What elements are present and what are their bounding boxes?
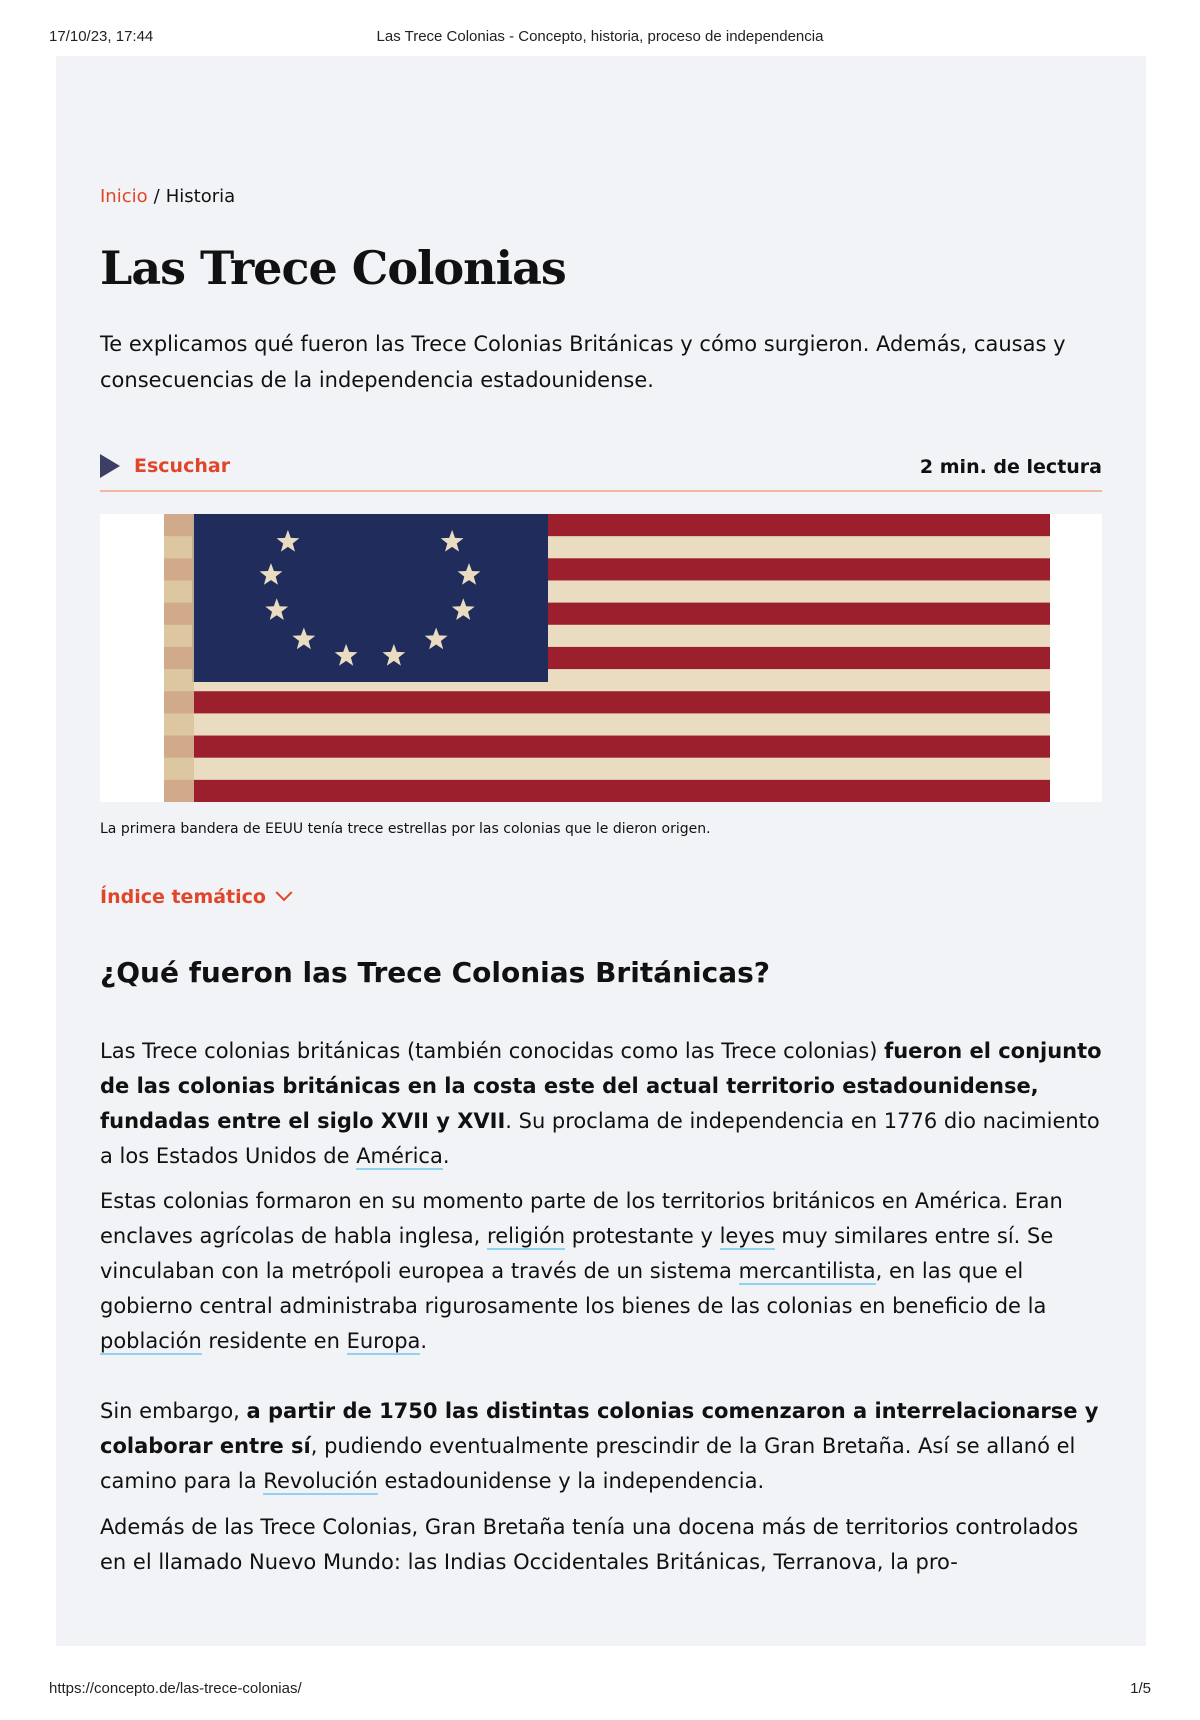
p2-text-6: . — [420, 1329, 428, 1353]
hero-image — [100, 514, 1102, 802]
p1-text-2: . Su proclama de independencia en 1776 dio nacimiento a los Estados Unidos de — [100, 1109, 1100, 1168]
paragraph-3 — [100, 1394, 1102, 1499]
flag-stripe — [164, 780, 1050, 802]
link-revolucion[interactable]: Revolución — [263, 1469, 378, 1493]
link-leyes[interactable]: leyes — [719, 1224, 775, 1248]
page-title: Las Trece Colonias — [100, 241, 566, 295]
paragraph-4 — [100, 1510, 1102, 1580]
link-europa[interactable]: Europa — [346, 1329, 421, 1353]
print-url: https://concepto.de/las-trece-colonias/ — [49, 1680, 302, 1697]
toc-toggle[interactable] — [100, 886, 290, 908]
listen-label: Escuchar — [134, 455, 231, 477]
breadcrumb-separator: / — [153, 186, 160, 207]
betsy-ross-flag — [164, 514, 1050, 802]
paragraph-1 — [100, 1034, 1102, 1174]
flag-hoist-edge — [164, 514, 194, 802]
breadcrumb-home-link[interactable]: Inicio — [100, 186, 148, 207]
p3-text-3: estadounidense y la independencia. — [377, 1469, 765, 1493]
link-religion[interactable]: religión — [487, 1224, 566, 1248]
link-poblacion[interactable]: población — [100, 1329, 202, 1353]
p2-text-2: protestante y — [565, 1224, 720, 1248]
article-lede: Te explicamos qué fueron las Trece Colonias Británicas y cómo surgieron. Además, causas y consecuencias de la independencia estadounidense. — [100, 332, 1066, 392]
flag-image — [164, 514, 1050, 802]
p2-text-5: residente en — [201, 1329, 347, 1353]
print-page-title: Las Trece Colonias - Concepto, historia, proceso de independencia — [376, 28, 824, 45]
p2-text-4: , en las que el gobierno central administraba rigurosamente los bienes de las colonias en beneficio de la — [100, 1259, 1047, 1318]
section-heading: ¿Qué fueron las Trece Colonias Británicas? — [100, 956, 771, 989]
listen-bar — [100, 454, 1102, 492]
flag-stripe — [164, 691, 1050, 714]
link-mercantilista[interactable]: mercantilista — [738, 1259, 876, 1283]
print-footer — [0, 1680, 1200, 1720]
breadcrumb-current[interactable]: Historia — [165, 186, 236, 207]
p3-text-2: , pudiendo eventualmente prescindir de la Gran Bretaña. Así se allanó el camino para la — [100, 1434, 1076, 1493]
flag-stripe — [164, 736, 1050, 759]
hero-caption: La primera bandera de EEUU tenía trece estrellas por las colonias que le dieron origen. — [100, 821, 711, 837]
link-america[interactable]: América — [356, 1144, 443, 1168]
page-card — [56, 56, 1146, 1646]
play-icon — [100, 454, 120, 478]
paragraph-2 — [100, 1184, 1102, 1359]
breadcrumb — [100, 186, 235, 207]
p3-bold-1: a partir de 1750 las distintas colonias comenzaron a interrelacionarse y colaborar entre sí — [100, 1399, 1099, 1458]
p2-text-1: Estas colonias formaron en su momento parte de los territorios británicos en América. Eran enclaves agrícolas de habla inglesa, — [100, 1189, 1063, 1248]
p1-bold-1: fueron el conjunto de las colonias británicas en la costa este del actual territorio estadounidense, fundadas entre el siglo XVII y XVII — [100, 1039, 1102, 1133]
p2-text-3: muy similares entre sí. Se vinculaban con la metrópoli europea a través de un sistema — [100, 1224, 1054, 1283]
flag-stripe — [164, 713, 1050, 736]
flag-canton — [192, 514, 548, 682]
listen-button[interactable] — [100, 454, 230, 478]
print-datetime: 17/10/23, 17:44 — [49, 28, 154, 45]
p4-text-1: Además de las Trece Colonias, Gran Bretaña tenía una docena más de territorios controlados en el llamado Nuevo Mundo: las Indias Occidentales Británicas, Terranova, la pro- — [100, 1515, 1079, 1574]
chevron-down-icon — [275, 884, 292, 901]
print-page-number: 1/5 — [1130, 1680, 1151, 1697]
p1-text-1: Las Trece colonias británicas (también conocidas como las Trece colonias) — [100, 1039, 885, 1063]
flag-stripe — [164, 758, 1050, 781]
p1-text-3: . — [442, 1144, 450, 1168]
read-time: 2 min. de lectura — [919, 456, 1102, 478]
toc-label: Índice temático — [100, 886, 266, 908]
p3-text-1: Sin embargo, — [100, 1399, 247, 1423]
